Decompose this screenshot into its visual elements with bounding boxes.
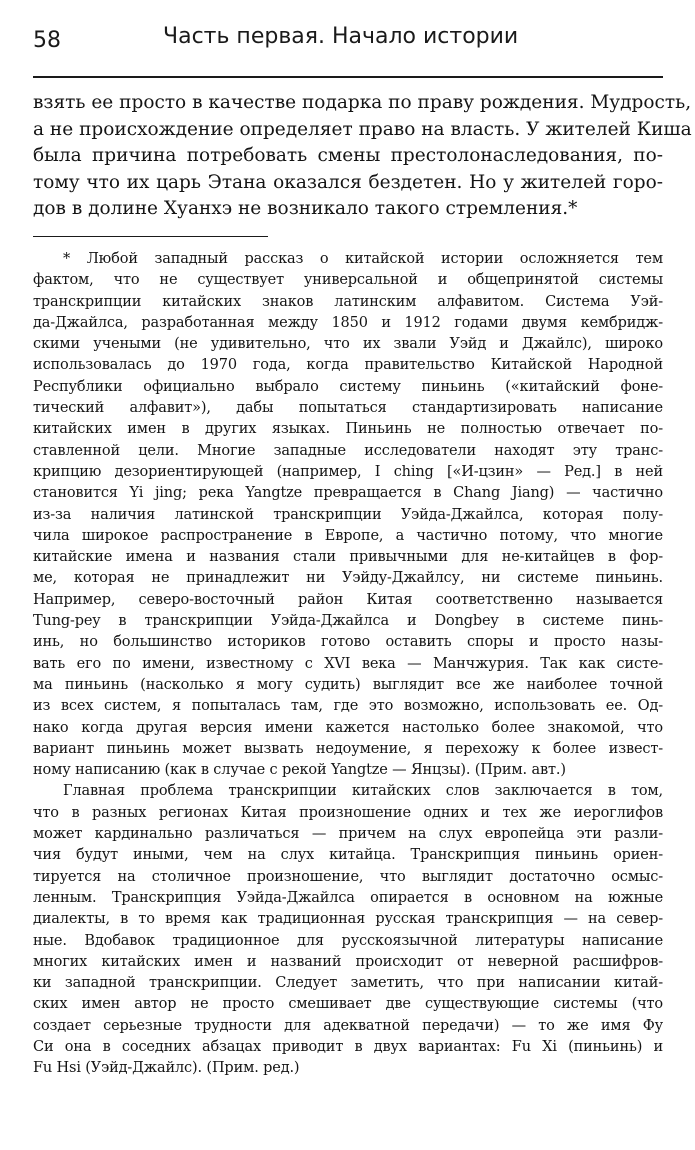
footnote-line: китайские имена и названия стали привычными для не-китайцев в фор- [33, 549, 663, 566]
footnote-line: Главная проблема транскрипции китайских слов заключается в том, [63, 783, 663, 800]
footnote-line: Например, северо-восточный район Китая соответственно называется [33, 591, 663, 608]
text-line: тому что их царь Этана оказался бездетен. Но у жителей горо- [33, 171, 663, 193]
footnote-line: многих китайских имен и названий происходит от неверной расшифров- [33, 953, 663, 970]
footnote-line: из-за наличия латинской транскрипции Уэйда-Джайлса, которая полу- [33, 506, 663, 523]
footnote-line: Си она в соседних абзацах приводит в двух вариантах: Fu Xi (пиньинь) и [33, 1038, 663, 1055]
footnote-line: инь, но большинство историков готово оставить споры и просто назы- [33, 634, 663, 651]
footnote-line: создает серьезные трудности для адекватной передачи) — то же имя Фу [33, 1017, 663, 1034]
footnote-line: транскрипции китайских знаков латинским алфавитом. Система Уэй- [33, 293, 663, 310]
main-paragraph [33, 90, 692, 223]
footnote-line: * Любой западный рассказ о китайской истории осложняется тем [63, 251, 663, 267]
footnote-line: может кардинально различаться — причем на слух европейца эти разли- [33, 826, 663, 843]
footnote-line: Республики официально выбрало систему пиньинь («китайский фоне- [33, 378, 663, 395]
footnote-line: ских имен автор не просто смешивает две существующие системы (что [33, 996, 663, 1013]
footnote-line: ма пиньинь (насколько я могу судить) выглядит все же наиболее точной [33, 676, 663, 693]
footnote-line: Fu Hsi (Уэйд-Джайлс). (Прим. ред.) [33, 1060, 300, 1077]
footnote-line: тический алфавит»), дабы попытаться стандартизировать написание [33, 400, 663, 417]
running-head: Часть первая. Начало истории [163, 24, 519, 49]
footnote-line: Tung-pey в транскрипции Уэйда-Джайлса и Dongbey в системе пинь- [33, 613, 663, 630]
footnote-line: чия будут иными, чем на слух китайца. Транскрипция пиньинь ориен- [33, 847, 663, 864]
footnote-author [33, 249, 663, 781]
footnote-line: что в разных регионах Китая произношение одних и тех же иероглифов [33, 804, 663, 821]
footnote-line: ленным. Транскрипция Уэйда-Джайлса опирается в основном на южные [33, 889, 663, 906]
footnote-line: вать его по имени, известному с XVI века — Манчжурия. Так как систе- [33, 655, 663, 672]
footnote-line: ме, которая не принадлежит ни Уэйду-Джайлсу, ни системе пиньинь. [33, 570, 663, 587]
footnote-line: ному написанию (как в случае с рекой Yangtze — Янцзы). (Прим. авт.) [33, 762, 566, 779]
footnote-block [33, 249, 663, 1080]
text-line: а не происхождение определяет право на власть. У жителей Киша [33, 118, 692, 140]
page-number: 58 [33, 28, 61, 53]
header-rule [33, 76, 663, 78]
footnote-line: из всех систем, я попыталась там, где это возможно, использовать ее. Од- [33, 698, 663, 715]
footnote-line: тируется на столичное произношение, что выглядит достаточно осмыс- [33, 868, 663, 885]
footnote-line: скими учеными (не удивительно, что их звали Уэйд и Джайлс), широко [33, 336, 663, 353]
footnote-line: китайских имен в других языках. Пиньинь не полностью отвечает по- [33, 421, 663, 438]
footnote-line: да-Джайлса, разработанная между 1850 и 1912 годами двумя кембридж- [33, 314, 663, 331]
page-header [33, 22, 663, 62]
footnote-line: нако когда другая версия имени кажется настолько более знакомой, что [33, 719, 663, 736]
footnote-line: ки западной транскрипции. Следует заметить, что при написании китай- [33, 975, 663, 992]
footnote-line: диалекты, в то время как традиционная русская транскрипция — на север- [33, 911, 663, 928]
footnote-separator [33, 236, 268, 237]
footnote-line: использовалась до 1970 года, когда правительство Китайской Народной [33, 357, 663, 374]
footnote-line: ставленной цели. Многие западные исследователи находят эту транс- [33, 442, 663, 459]
footnote-line: ные. Вдобавок традиционное для русскоязычной литературы написание [33, 932, 663, 949]
footnote-line: вариант пиньинь может вызвать недоумение, я перехожу к более извест- [33, 740, 663, 757]
footnote-line: чила широкое распространение в Европе, а частично потому, что многие [33, 527, 663, 544]
footnote-line: становится Yi jing; река Yangtze превращается в Chang Jiang) — частично [33, 485, 663, 502]
text-line: была причина потребовать смены престолонаследования, по- [33, 145, 663, 166]
text-line: дов в долине Хуанхэ не возникало такого стремления.* [33, 198, 578, 219]
footnote-line: фактом, что не существует универсальной и общепринятой системы [33, 272, 663, 289]
footnote-editor [33, 781, 663, 1079]
text-line: взять ее просто в качестве подарка по праву рождения. Мудрость, [33, 92, 692, 113]
footnote-line: крипцию дезориентирующей (например, I ching [«И-цзин» — Ред.] в ней [33, 463, 663, 480]
